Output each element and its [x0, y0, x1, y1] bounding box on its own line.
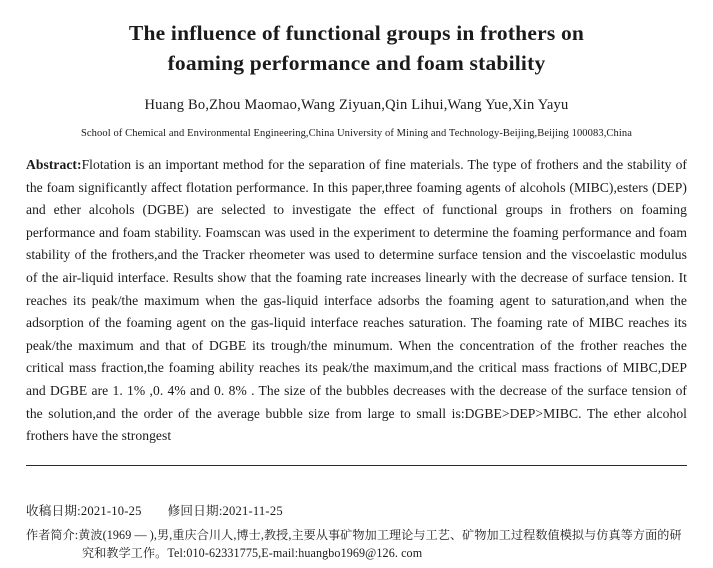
revised-label: 修回日期: [167, 504, 223, 518]
bio-line-2: 究和教学工作。Tel:010-62331775,E-mail:huangbo1969@126. com [82, 545, 423, 560]
title-line-1: The influence of functional groups in frothers on [128, 21, 585, 45]
affiliation: School of Chemical and Environmental Engineering,China University of Mining and Technology-Beijing,Beijing 100083,China [80, 128, 633, 139]
footnote-divider [26, 465, 687, 466]
received-date: 2021-10-25 [80, 504, 142, 518]
revised-date: 2021-11-25 [222, 504, 283, 518]
title-line-2: foaming performance and foam stability [167, 51, 546, 75]
abstract-label: Abstract: [26, 157, 82, 172]
footnote-area [26, 493, 687, 562]
author-list: Huang Bo,Zhou Maomao,Wang Ziyuan,Qin Lihui,Wang Yue,Xin Yayu [144, 97, 569, 113]
author-biography [26, 527, 687, 562]
bio-line-1: 作者简介:黄波(1969 — ),男,重庆合川人,博士,教授,主要从事矿物加工理论与工艺、矿物加工过程数值模拟与仿真等方面的研 [26, 528, 682, 542]
received-label: 收稿日期: [26, 504, 81, 518]
footnote-dates [26, 501, 687, 521]
page-title [26, 18, 687, 78]
abstract-text: Flotation is an important method for the separation of fine materials. The type of frothers and the stability of the foam significantly affect flotation performance. In this paper,three foaming agents of alcohols (MIBC),esters (DEP) and ether alcohols (DGBE) are selected to investigate the effect of functional groups in frothers on foaming performance and foam stability. Foamscan was used in the experiment to determine the foaming performance and foam stability of the frothers,and the Tracker rheometer was used to determine surface tension and the viscoelastic modulus of the air-liquid interface. Results show that the foaming rate increases linearly with the decrease of surface tension. It reaches its peak/the maximum when the gas-liquid interface adsorbs the foaming agent to saturation,and when the adsorption of the foaming agent on the gas-liquid interface reaches saturation. The foaming rate of MIBC reaches its peak/the maximum and that of DGBE its trough/the minumum. When the concentration of the frother reaches the critical mass fraction,the foaming ability reaches its peak/the maximum,and the critical mass fractions of MIBC,DEP and DGBE are 1. 1% ,0. 4% and 0. 8% . The size of the bubbles decreases with the decrease of the surface tension of the solution,and the order of the average bubble size from large to small is:DGBE>DEP>MIBC. The ether alcohol frothers have the strongest [26, 157, 687, 444]
abstract-paragraph [26, 154, 687, 448]
